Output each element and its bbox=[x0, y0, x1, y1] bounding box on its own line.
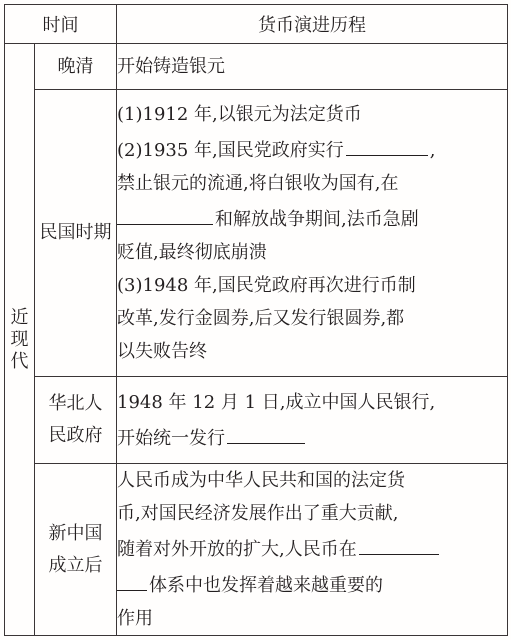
fill-in-blank-continued[interactable] bbox=[117, 566, 147, 591]
period-label-line: 新中国 bbox=[48, 522, 103, 544]
content-text: (2)1935 年,国民党政府实行 bbox=[117, 140, 344, 161]
header-time: 时间 bbox=[5, 5, 117, 44]
period-cell: 民国时期 bbox=[35, 90, 117, 377]
content-line: 开始铸造银元 bbox=[117, 56, 225, 77]
content-cell bbox=[117, 377, 508, 464]
content-line: 币,对国民经济发展作出了重大贡献, bbox=[117, 503, 399, 524]
content-line: 贬值,最终彻底崩溃 bbox=[117, 242, 267, 263]
period-cell bbox=[35, 377, 117, 464]
content-cell bbox=[117, 44, 508, 90]
content-line: 以失败告终 bbox=[117, 341, 207, 362]
header-process: 货币演进历程 bbox=[117, 5, 508, 44]
fill-in-blank[interactable] bbox=[117, 200, 213, 225]
content-text: , bbox=[429, 140, 436, 161]
currency-history-table bbox=[4, 4, 508, 636]
content-cell bbox=[117, 90, 508, 377]
table-row bbox=[5, 44, 508, 90]
content-line: 人民币成为中华人民共和国的法定货 bbox=[117, 470, 405, 491]
period-cell bbox=[35, 464, 117, 636]
content-line bbox=[117, 566, 507, 602]
table-row bbox=[5, 464, 508, 636]
content-line: 作用 bbox=[117, 608, 153, 629]
period-cell: 晚清 bbox=[35, 44, 117, 90]
period-label-line: 成立后 bbox=[48, 554, 103, 576]
era-cell bbox=[5, 44, 35, 636]
fill-in-blank[interactable] bbox=[346, 131, 428, 156]
content-line bbox=[117, 419, 507, 455]
content-line: 改革,发行金圆券,后又发行银圆券,都 bbox=[117, 308, 405, 329]
period-label-line: 华北人 bbox=[48, 393, 103, 414]
period-label-line: 民政府 bbox=[48, 425, 103, 446]
content-line: (3)1948 年,国民党政府再次进行币制 bbox=[117, 275, 416, 296]
table-header-row bbox=[5, 5, 508, 44]
content-text: 开始统一发行 bbox=[117, 427, 225, 449]
fill-in-blank[interactable] bbox=[227, 419, 305, 444]
content-line bbox=[117, 200, 507, 236]
era-label: 近现代 bbox=[10, 306, 29, 372]
content-text: 体系中也发挥着越来越重要的 bbox=[149, 575, 383, 596]
content-text: 随着对外开放的扩大,人民币在 bbox=[117, 539, 357, 560]
content-cell bbox=[117, 464, 508, 636]
content-line: 1948 年 12 月 1 日,成立中国人民银行, bbox=[117, 391, 436, 413]
content-text: 和解放战争期间,法币急剧 bbox=[215, 209, 419, 230]
table-row bbox=[5, 377, 508, 464]
content-line bbox=[117, 131, 507, 167]
fill-in-blank[interactable] bbox=[359, 530, 439, 555]
content-line: 禁止银元的流通,将白银收为国有,在 bbox=[117, 173, 399, 194]
table-row bbox=[5, 90, 508, 377]
content-line bbox=[117, 530, 507, 566]
content-line: (1)1912 年,以银元为法定货币 bbox=[117, 104, 362, 125]
